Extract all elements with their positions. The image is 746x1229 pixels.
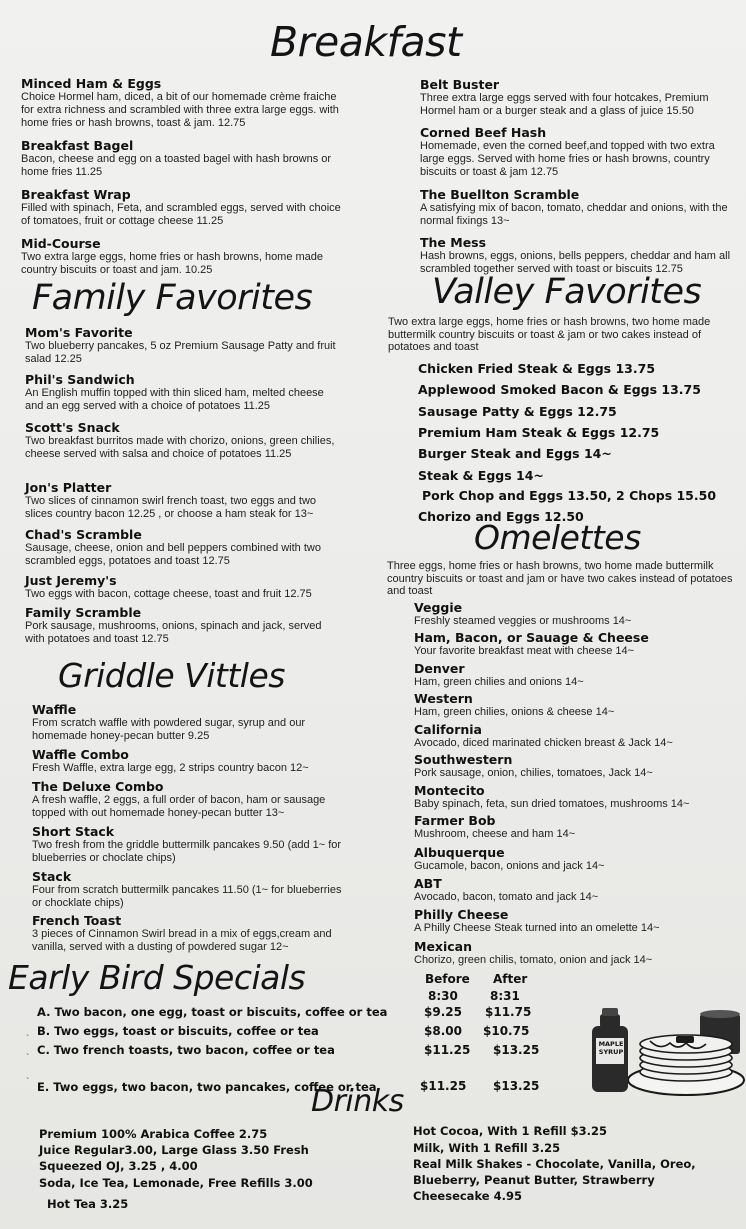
- breakfast-left-column: [21, 76, 341, 277]
- menu-item: [420, 125, 732, 187]
- item-desc: Hash browns, eggs, onions, bells peppers, cheddar and ham all scrambled together served with toast or biscuits 12.75: [420, 250, 731, 275]
- family-favorites-column: [25, 325, 343, 646]
- valley-intro: Two extra large eggs, home fries or hash browns, two home made buttermilk country biscuits or toast & jam or two cakes instead of potatoes and toast: [388, 316, 711, 353]
- early-bird-price-after: $13.25: [493, 1043, 540, 1057]
- item-desc: Avocado, diced marinated chicken breast & Jack 14~: [414, 737, 673, 749]
- item-name: Western: [414, 691, 473, 706]
- item-desc: Two blueberry pancakes, 5 oz Premium Sausage Patty and fruit salad 12.25: [25, 340, 336, 365]
- item-name: Short Stack: [32, 824, 115, 839]
- item-desc: A Philly Cheese Steak turned into an omelette 14~: [414, 922, 660, 934]
- drinks-heading: Drinks: [311, 1084, 404, 1119]
- early-bird-price-after: $11.75: [485, 1005, 532, 1019]
- item-name: The Mess: [420, 235, 487, 250]
- item-name: Breakfast Bagel: [21, 138, 134, 153]
- item-desc: Pork sausage, mushrooms, onions, spinach and jack, served with potatoes and toast 12.75: [25, 620, 322, 645]
- menu-item: [414, 691, 734, 722]
- valley-item: Steak & Eggs 14~: [418, 468, 544, 483]
- menu-item: [21, 236, 341, 277]
- drink-item: Hot Tea 3.25: [47, 1197, 129, 1211]
- menu-item: [25, 420, 343, 480]
- item-desc: Two slices of cinnamon swirl french toast, two eggs and two slices country bacon 12.25 , or choose a ham steak for 13~: [25, 495, 317, 520]
- early-bird-item-label: C. Two french toasts, two bacon, coffee or tea: [37, 1043, 335, 1057]
- item-name: Minced Ham & Eggs: [21, 76, 162, 91]
- menu-item: [21, 138, 341, 187]
- menu-item: [414, 876, 734, 907]
- item-name: The Deluxe Combo: [32, 779, 164, 794]
- drink-item: Juice Regular3.00, Large Glass 3.50 Fresh: [39, 1143, 309, 1157]
- item-desc: Filled with spinach, Feta, and scrambled eggs, served with choice of tomatoes, fruit or cottage cheese 11.25: [21, 202, 341, 227]
- menu-item: [21, 76, 341, 138]
- early-bird-price-before: $8.00: [424, 1024, 462, 1038]
- menu-item: [32, 779, 344, 824]
- item-name: The Buellton Scramble: [420, 187, 580, 202]
- item-desc: Baby spinach, feta, sun dried tomatoes, mushrooms 14~: [414, 798, 690, 810]
- item-name: Corned Beef Hash: [420, 125, 547, 140]
- item-name: Montecito: [414, 783, 485, 798]
- item-name: Phil's Sandwich: [25, 372, 135, 387]
- menu-item: [414, 845, 734, 876]
- menu-item: [420, 187, 732, 235]
- item-name: French Toast: [32, 913, 122, 928]
- item-name: Farmer Bob: [414, 813, 496, 828]
- item-desc: Two breakfast burritos made with chorizo, onions, green chilies, cheese served with salsa and choice of potatoes 11.25: [25, 435, 335, 460]
- menu-item: [25, 605, 343, 646]
- item-name: Chad's Scramble: [25, 527, 142, 542]
- item-name: Scott's Snack: [25, 420, 120, 435]
- drink-item: Milk, With 1 Refill 3.25: [413, 1141, 561, 1155]
- valley-favorites-heading: Valley Favorites: [432, 272, 702, 312]
- early-bird-price-before: $9.25: [424, 1005, 462, 1019]
- item-desc: Bacon, cheese and egg on a toasted bagel with hash browns or home fries 11.25: [21, 153, 332, 178]
- item-desc: Your favorite breakfast meat with cheese 14~: [414, 645, 635, 657]
- early-bird-price-after: $10.75: [483, 1024, 530, 1038]
- item-name: Mexican: [414, 939, 473, 954]
- early-bird-price-after: $13.25: [493, 1079, 540, 1093]
- item-desc: Mushroom, cheese and ham 14~: [414, 828, 576, 840]
- menu-item: [32, 869, 344, 913]
- valley-item: Burger Steak and Eggs 14~: [418, 446, 612, 461]
- menu-item: [32, 747, 344, 779]
- item-name: Breakfast Wrap: [21, 187, 131, 202]
- menu-item: [32, 913, 344, 954]
- menu-item: [25, 527, 343, 573]
- early-bird-item-label: E. Two eggs, two bacon, two pancakes, coffee or tea: [37, 1080, 377, 1094]
- item-desc: Chorizo, green chilis, tomato, onion and jack 14~: [414, 954, 653, 966]
- omelettes-intro: Three eggs, home fries or hash browns, two home made buttermilk country biscuits or toast and jam or have two cakes instead of potatoes and toast: [387, 560, 733, 597]
- item-desc: A satisfying mix of bacon, tomato, cheddar and onions, with the normal fixings 13~: [420, 202, 728, 227]
- valley-item: Pork Chop and Eggs 13.50, 2 Chops 15.50: [422, 488, 717, 503]
- menu-item: [25, 480, 343, 527]
- griddle-column: [32, 702, 344, 954]
- menu-item: [420, 235, 732, 276]
- item-name: Family Scramble: [25, 605, 142, 620]
- pancake-stack-icon: [640, 1035, 732, 1081]
- menu-item: [32, 824, 344, 869]
- item-name: Jon's Platter: [25, 480, 112, 495]
- drink-item: Hot Cocoa, With 1 Refill $3.25: [413, 1124, 607, 1138]
- family-favorites-heading: Family Favorites: [32, 278, 313, 318]
- menu-item: [414, 907, 734, 939]
- item-name: Mom's Favorite: [25, 325, 133, 340]
- item-desc: From scratch waffle with powdered sugar, syrup and our homemade honey-pecan butter 9.25: [32, 717, 306, 742]
- drink-item: Squeezed OJ, 3.25 , 4.00: [39, 1159, 198, 1173]
- menu-item: [32, 702, 344, 747]
- item-name: Denver: [414, 661, 465, 676]
- menu-item: [414, 939, 734, 967]
- item-desc: Freshly steamed veggies or mushrooms 14~: [414, 615, 632, 627]
- item-desc: Avocado, bacon, tomato and jack 14~: [414, 891, 599, 903]
- item-desc: A fresh waffle, 2 eggs, a full order of bacon, ham or sausage topped with out homemade honey-pecan butter 13~: [32, 794, 326, 819]
- early-bird-price-before: $11.25: [424, 1043, 471, 1057]
- item-desc: Four from scratch buttermilk pancakes 11.50 (1~ for blueberries or chocklate chips): [32, 884, 342, 909]
- item-desc: 3 pieces of Cinnamon Swirl bread in a mix of eggs,cream and vanilla, served with a dusting of powdered sugar 12~: [32, 928, 332, 953]
- omelettes-heading: Omelettes: [474, 518, 641, 557]
- drink-item: Cheesecake 4.95: [413, 1189, 522, 1203]
- item-name: Belt Buster: [420, 77, 500, 92]
- tick-mark: `: [26, 1053, 30, 1064]
- item-desc: Two eggs with bacon, cottage cheese, toast and fruit 12.75: [25, 588, 312, 600]
- omelettes-column: [414, 600, 734, 967]
- drink-item: Soda, Ice Tea, Lemonade, Free Refills 3.00: [39, 1176, 313, 1190]
- item-desc: Three extra large eggs served with four hotcakes, Premium Hormel ham or a burger steak and a glass of juice 15.50: [420, 92, 709, 117]
- valley-item: Applewood Smoked Bacon & Eggs 13.75: [418, 382, 701, 397]
- breakfast-right-column: [420, 77, 732, 276]
- item-name: Just Jeremy's: [25, 573, 117, 588]
- breakfast-heading: Breakfast: [270, 18, 462, 66]
- item-name: Waffle Combo: [32, 747, 129, 762]
- item-name: Albuquerque: [414, 845, 505, 860]
- item-name: Ham, Bacon, or Sauage & Cheese: [414, 630, 649, 645]
- griddle-vittles-heading: Griddle Vittles: [58, 656, 285, 695]
- item-name: California: [414, 722, 482, 737]
- valley-item: Sausage Patty & Eggs 12.75: [418, 404, 617, 419]
- valley-item: Chorizo and Eggs 12.50: [418, 509, 584, 524]
- early-bird-col-before: Before: [425, 972, 470, 986]
- item-name: Veggie: [414, 600, 463, 615]
- item-name: Stack: [32, 869, 72, 884]
- early-bird-item-label: B. Two eggs, toast or biscuits, coffee or tea: [37, 1024, 319, 1038]
- item-desc: Choice Hormel ham, diced, a bit of our homemade crème fraiche for extra richness and scrambled with three extra large eggs. with home fries or hash browns, toast & jam. 12.75: [21, 91, 339, 129]
- menu-item: [414, 600, 734, 630]
- item-name: ABT: [414, 876, 442, 891]
- item-name: Waffle: [32, 702, 77, 717]
- tick-mark: `: [26, 1034, 30, 1045]
- early-bird-col-after-time: 8:31: [490, 989, 520, 1003]
- drink-item: Premium 100% Arabica Coffee 2.75: [39, 1127, 268, 1141]
- item-desc: Two fresh from the griddle buttermilk pancakes 9.50 (add 1~ for blueberries or choclate chips): [32, 839, 342, 864]
- item-desc: Ham, green chilies and onions 14~: [414, 676, 584, 688]
- valley-item: Chicken Fried Steak & Eggs 13.75: [418, 361, 656, 376]
- valley-item: Premium Ham Steak & Eggs 12.75: [418, 425, 660, 440]
- early-bird-col-after: After: [493, 972, 528, 986]
- item-desc: Two extra large eggs, home fries or hash browns, home made country biscuits or toast and jam. 10.25: [21, 251, 324, 276]
- item-desc: An English muffin topped with thin sliced ham, melted cheese and an egg served with a choice of potatoes 11.25: [25, 387, 324, 412]
- item-name: Southwestern: [414, 752, 513, 767]
- menu-item: [414, 813, 734, 845]
- menu-item: [414, 630, 734, 661]
- item-desc: Homemade, even the corned beef,and topped with two extra large eggs. Served with home fries or hash browns, country biscuits or toast & jam 12.75: [420, 140, 715, 178]
- menu-item: [25, 325, 343, 372]
- menu-item: [414, 752, 734, 783]
- item-desc: Ham, green chilies, onions & cheese 14~: [414, 706, 615, 718]
- item-desc: Fresh Waffle, extra large egg, 2 strips country bacon 12~: [32, 762, 309, 774]
- menu-item: [414, 722, 734, 752]
- menu-item: [414, 661, 734, 691]
- menu-item: [25, 573, 343, 605]
- item-desc: Pork sausage, onion, chilies, tomatoes, Jack 14~: [414, 767, 653, 779]
- syrup-label: MAPLE SYRUP: [598, 1040, 624, 1056]
- menu-item: [21, 187, 341, 236]
- menu-item: [414, 783, 734, 813]
- item-desc: Sausage, cheese, onion and bell peppers combined with two scrambled eggs, potatoes and toast 12.75: [25, 542, 321, 567]
- drink-item: Blueberry, Peanut Butter, Strawberry: [413, 1173, 655, 1187]
- menu-item: [420, 77, 732, 125]
- menu-item: [25, 372, 343, 420]
- item-desc: Gucamole, bacon, onions and jack 14~: [414, 860, 605, 872]
- early-bird-heading: Early Bird Specials: [8, 958, 306, 997]
- tick-mark: `: [26, 1077, 30, 1088]
- item-name: Mid-Course: [21, 236, 101, 251]
- early-bird-price-before: $11.25: [420, 1079, 467, 1093]
- drink-item: Real Milk Shakes - Chocolate, Vanilla, Oreo,: [413, 1157, 696, 1171]
- early-bird-item-label: A. Two bacon, one egg, toast or biscuits, coffee or tea: [37, 1005, 388, 1019]
- item-name: Philly Cheese: [414, 907, 509, 922]
- early-bird-col-before-time: 8:30: [428, 989, 458, 1003]
